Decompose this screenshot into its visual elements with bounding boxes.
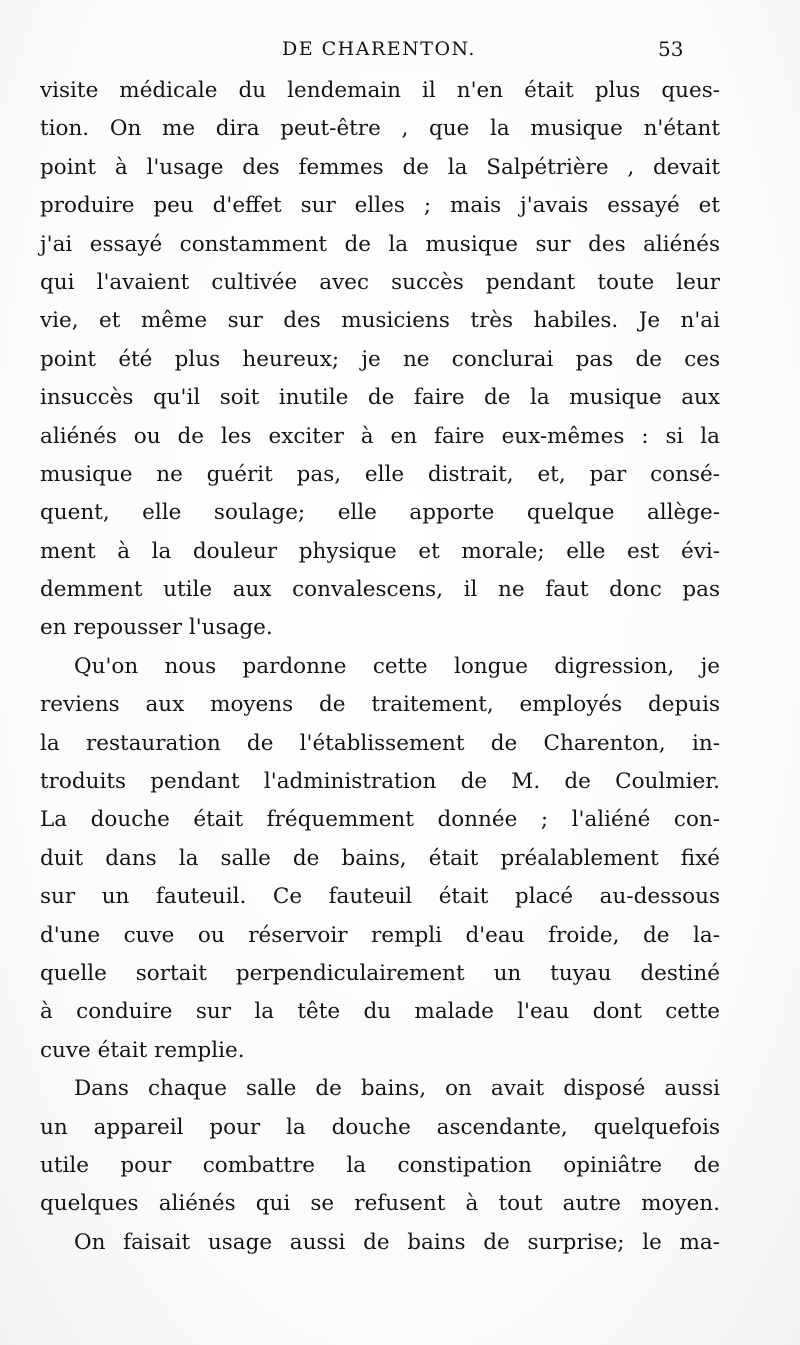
text-line: à conduire sur la tête du malade l'eau dont cette (40, 999, 720, 1025)
text-line: aliénés ou de les exciter à en faire eux-mêmes : si la (40, 423, 720, 449)
running-title: DE CHARENTON. (282, 38, 476, 60)
text-line: j'ai essayé constamment de la musique sur des aliénés (40, 231, 720, 257)
text-line: quent, elle soulage; elle apporte quelque allège- (40, 500, 720, 526)
text-line: troduits pendant l'administration de M. de Coulmier. (40, 769, 720, 795)
text-line: quelques aliénés qui se refusent à tout autre moyen. (40, 1191, 720, 1217)
text-line: visite médicale du lendemain il n'en était plus ques- (40, 78, 720, 103)
page-number: 53 (658, 37, 684, 61)
text-line: point à l'usage des femmes de la Salpétrière , devait (40, 154, 720, 180)
text-line: La douche était fréquemment donnée ; l'aliéné con- (40, 807, 720, 833)
text-line: reviens aux moyens de traitement, employés depuis (40, 692, 720, 718)
text-line: sur un fauteuil. Ce fauteuil était placé au-dessous (40, 884, 720, 910)
text-line: point été plus heureux; je ne conclurai pas de ces (40, 346, 720, 372)
paragraph-start-line: Dans chaque salle de bains, on avait disposé aussi (74, 1076, 720, 1102)
text-line: en repousser l'usage. (40, 615, 273, 641)
text-line: duit dans la salle de bains, était préalablement fixé (40, 845, 720, 871)
text-line: utile pour combattre la constipation opiniâtre de (40, 1152, 720, 1178)
running-head (0, 34, 800, 64)
paragraph-start-line: On faisait usage aussi de bains de surprise; le ma- (74, 1229, 720, 1255)
text-line: d'une cuve ou réservoir rempli d'eau froide, de la- (40, 922, 720, 948)
text-line: la restauration de l'établissement de Charenton, in- (40, 730, 720, 756)
text-line: insuccès qu'il soit inutile de faire de la musique aux (40, 385, 720, 411)
text-line: qui l'avaient cultivée avec succès pendant toute leur (40, 269, 720, 295)
text-line: demment utile aux convalescens, il ne faut donc pas (40, 577, 720, 603)
body-text (40, 72, 720, 1262)
text-line: ment à la douleur physique et morale; elle est évi- (40, 538, 720, 564)
text-line: cuve était remplie. (40, 1037, 245, 1063)
text-line: vie, et même sur des musiciens très habiles. Je n'ai (40, 308, 720, 334)
text-line: tion. On me dira peut-être , que la musique n'étant (40, 116, 720, 142)
text-line: quelle sortait perpendiculairement un tuyau destiné (40, 960, 720, 986)
text-line: produire peu d'effet sur elles ; mais j'avais essayé et (40, 193, 720, 219)
paragraph-start-line: Qu'on nous pardonne cette longue digression, je (74, 653, 720, 679)
text-line: un appareil pour la douche ascendante, quelquefois (40, 1114, 720, 1140)
text-line: musique ne guérit pas, elle distrait, et, par consé- (40, 461, 720, 487)
